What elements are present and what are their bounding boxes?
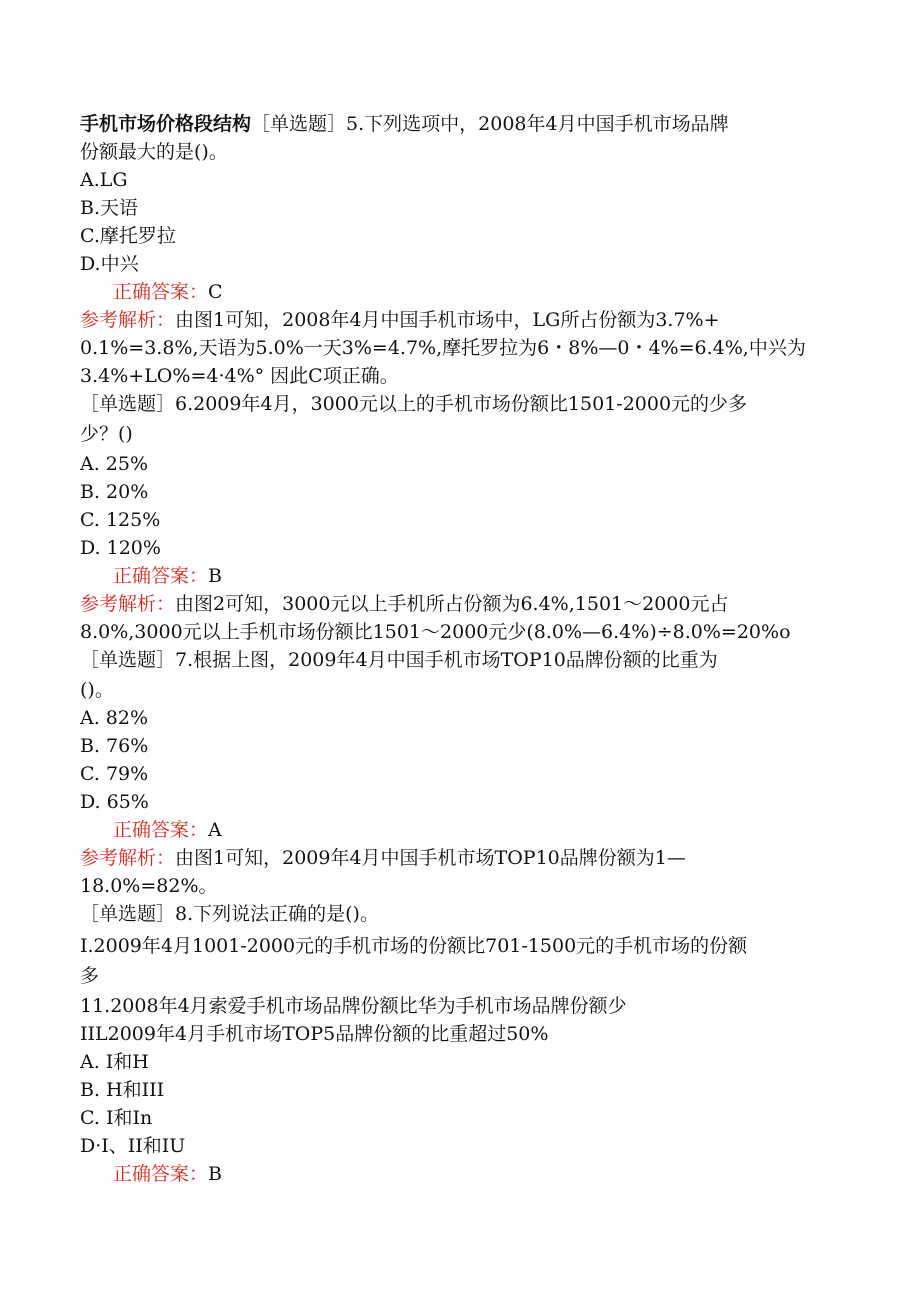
q6-answer xyxy=(113,563,222,589)
q7-stem-line-2: ()。 xyxy=(80,679,114,701)
q5-analysis-line-3: 3.4%+LO%=4·4%° 因此C项正确。 xyxy=(80,365,399,387)
q8-statement-2: 11.2008年4月索爱手机市场品牌份额比华为手机市场品牌份额少 xyxy=(80,995,627,1017)
q8-statement-3: IIL2009年4月手机市场TOP5品牌份额的比重超过50% xyxy=(80,1023,549,1045)
answer-label: 正确答案： xyxy=(113,565,209,587)
analysis-label: 参考解析： xyxy=(80,593,176,615)
answer-value: A xyxy=(208,819,222,841)
answer-value: B xyxy=(208,1163,222,1185)
q8-statement-1-cont: 多 xyxy=(80,965,100,987)
q5-option-d: D.中兴 xyxy=(80,253,139,275)
q6-analysis-line-1 xyxy=(80,591,728,617)
q7-answer xyxy=(113,817,222,843)
section-title: 手机市场价格段结构 xyxy=(80,113,252,135)
q6-option-b: B. 20% xyxy=(80,481,149,503)
q7-option-a: A. 82% xyxy=(80,707,149,729)
q8-statement-1: I.2009年4月1001-2000元的手机市场的份额比701-1500元的手机市场的份额 xyxy=(80,935,748,957)
q6-analysis-text: 由图2可知，3000元以上手机所占份额为6.4%,1501～2000元占 xyxy=(175,593,729,615)
q8-option-b: B. H和III xyxy=(80,1079,165,1101)
q5-analysis-text: 由图1可知，2008年4月中国手机市场中，LG所占份额为3.7%+ xyxy=(175,309,720,331)
q5-answer xyxy=(113,279,223,305)
q6-option-a: A. 25% xyxy=(80,453,149,475)
q5-option-b: B.天语 xyxy=(80,197,139,219)
q5-option-a: A.LG xyxy=(80,169,128,191)
answer-value: B xyxy=(208,565,222,587)
q8-option-a: A. I和H xyxy=(80,1051,149,1073)
analysis-label: 参考解析： xyxy=(80,309,176,331)
q6-option-c: C. 125% xyxy=(80,509,161,531)
q7-option-d: D. 65% xyxy=(80,791,149,813)
q5-stem-line-2: 份额最大的是()。 xyxy=(80,141,228,163)
q6-stem-line-1: ［单选题］6.2009年4月，3000元以上的手机市场份额比1501-2000元的少多 xyxy=(80,393,748,415)
q7-option-b: B. 76% xyxy=(80,735,149,757)
q7-analysis-line-1 xyxy=(80,845,686,871)
q7-option-c: C. 79% xyxy=(80,763,149,785)
q6-analysis-line-2: 8.0%,3000元以上手机市场份额比1501～2000元少(8.0%—6.4%)÷8.0%=20%o xyxy=(80,621,791,643)
q8-stem: ［单选题］8.下列说法正确的是()。 xyxy=(80,903,379,925)
q5-option-c: C.摩托罗拉 xyxy=(80,225,176,247)
answer-label: 正确答案： xyxy=(113,281,209,303)
q7-analysis-text: 由图1可知，2009年4月中国手机市场TOP10品牌份额为1— xyxy=(175,847,686,869)
answer-value: C xyxy=(208,281,223,303)
q7-analysis-line-2: 18.0%=82%。 xyxy=(80,875,218,897)
q6-stem-line-2: 少？() xyxy=(80,423,133,445)
q8-option-c: C. I和In xyxy=(80,1107,153,1129)
q8-option-d: D·I、II和IU xyxy=(80,1135,186,1157)
analysis-label: 参考解析： xyxy=(80,847,176,869)
answer-label: 正确答案： xyxy=(113,819,209,841)
q5-analysis-line-1 xyxy=(80,307,720,333)
answer-label: 正确答案： xyxy=(113,1163,209,1185)
q6-option-d: D. 120% xyxy=(80,537,161,559)
q8-answer xyxy=(113,1161,222,1187)
q5-analysis-line-2: 0.1%=3.8%,天语为5.0%一天3%=4.7%,摩托罗拉为6・8%—0・4%=6.4%,中兴为 xyxy=(80,337,806,359)
q7-stem-line-1: ［单选题］7.根据上图，2009年4月中国手机市场TOP10品牌份额的比重为 xyxy=(80,649,718,671)
q5-stem: ［单选题］5.下列选项中，2008年4月中国手机市场品牌 xyxy=(251,113,729,135)
q5-stem-line-1 xyxy=(80,111,729,137)
